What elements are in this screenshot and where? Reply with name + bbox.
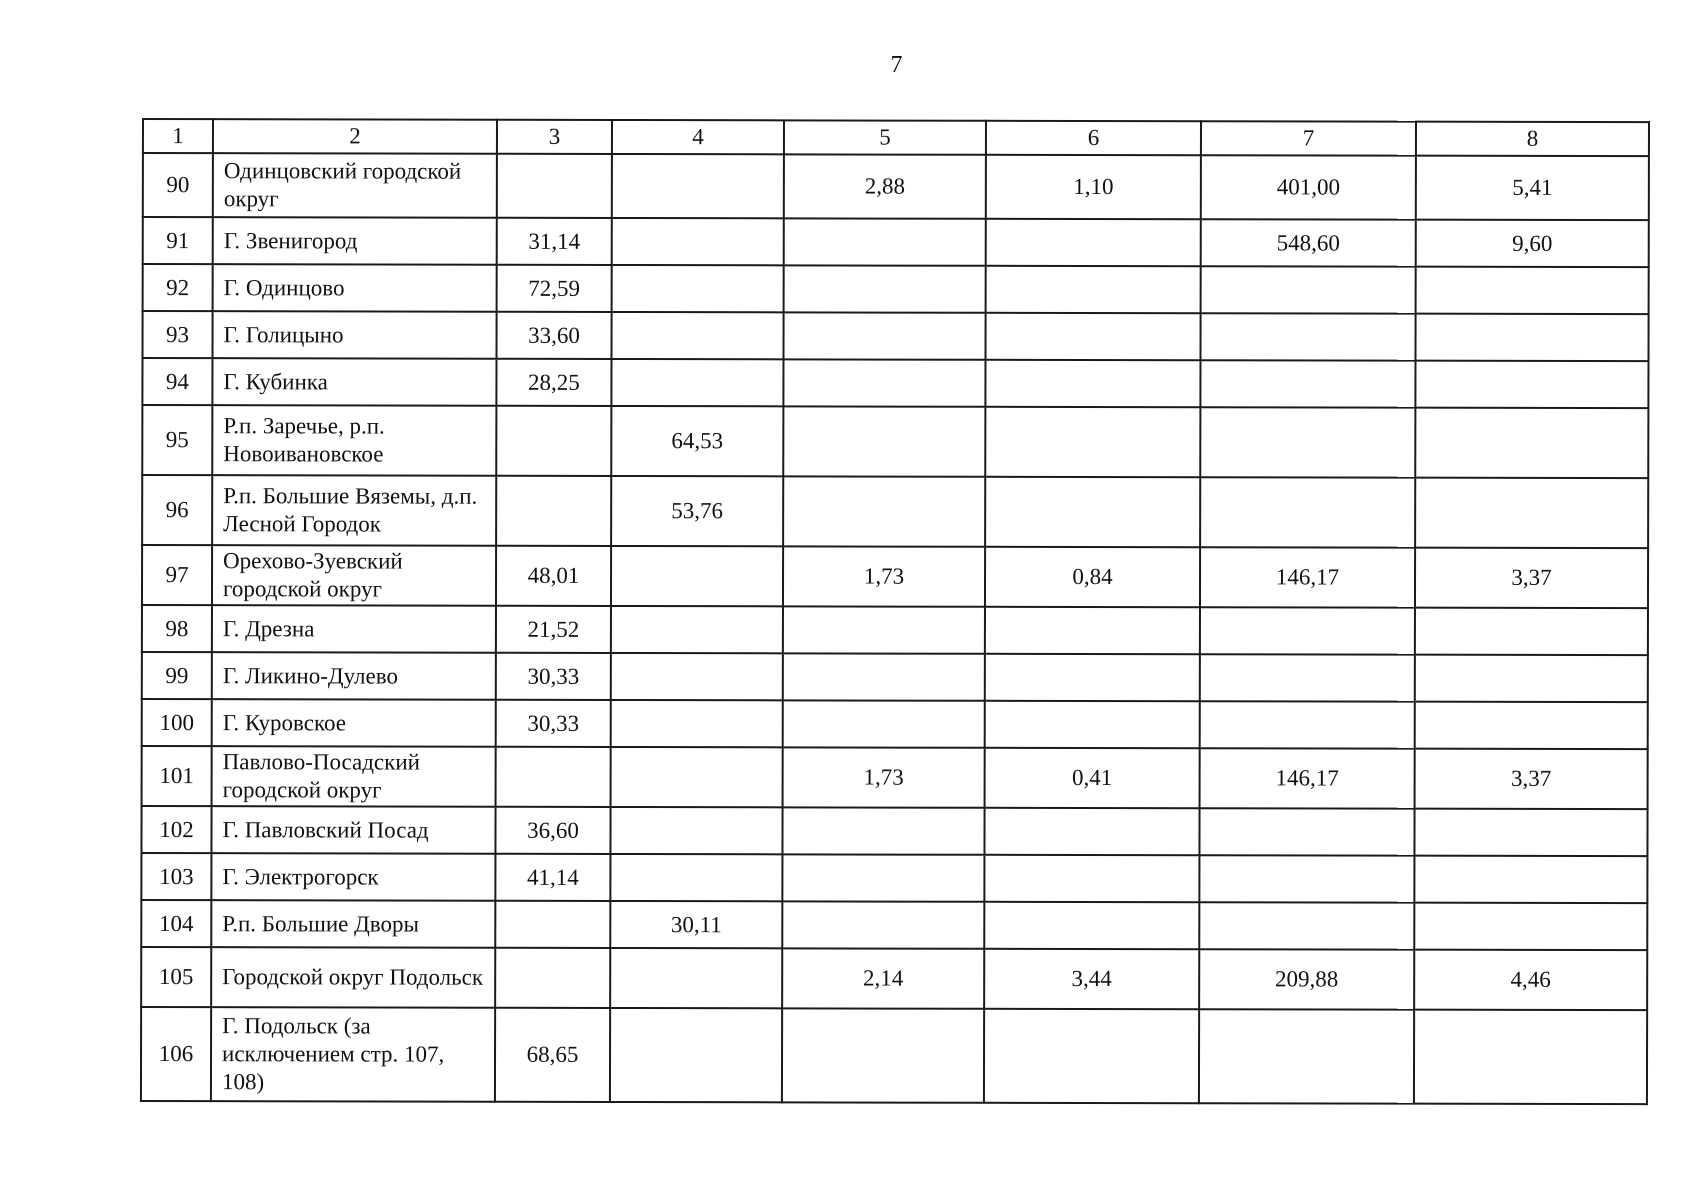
header-cell: 3 (497, 120, 612, 154)
cell-col5 (783, 653, 985, 700)
cell-col7: 548,60 (1201, 219, 1416, 266)
row-name: Г. Павловский Посад (211, 806, 495, 854)
cell-col5 (783, 406, 985, 476)
cell-col7 (1199, 1009, 1414, 1103)
cell-col4 (611, 606, 783, 653)
row-number: 99 (142, 652, 212, 699)
cell-col6 (986, 266, 1201, 313)
cell-col7 (1199, 808, 1414, 855)
cell-col3 (496, 406, 611, 476)
cell-col6 (985, 654, 1200, 701)
cell-col8 (1414, 856, 1647, 903)
cell-col4 (611, 312, 783, 359)
row-number: 97 (142, 545, 212, 605)
cell-col5: 2,14 (782, 948, 984, 1008)
cell-col4: 30,11 (610, 901, 782, 948)
row-name: Г. Ликино-Дулево (212, 652, 496, 700)
cell-col6 (984, 808, 1199, 855)
cell-col3: 48,01 (496, 546, 611, 606)
row-name: Г. Куровское (212, 699, 496, 747)
cell-col7: 401,00 (1201, 155, 1416, 219)
cell-col5: 1,73 (783, 747, 985, 807)
table-row (142, 545, 1648, 608)
cell-col7 (1199, 855, 1414, 902)
cell-col8: 3,37 (1415, 749, 1648, 809)
cell-col4 (610, 854, 782, 901)
row-name: Р.п. Заречье, р.п. Новоивановское (212, 405, 496, 476)
cell-col7 (1200, 654, 1415, 701)
header-cell: 5 (784, 120, 986, 154)
cell-col7 (1201, 266, 1416, 313)
cell-col8: 3,37 (1415, 548, 1648, 608)
row-number: 90 (143, 153, 213, 217)
cell-col6: 0,41 (985, 748, 1200, 808)
row-name: Г. Дрезна (212, 605, 496, 653)
cell-col3: 33,60 (496, 312, 611, 359)
header-cell: 1 (143, 119, 213, 153)
cell-col3: 31,14 (497, 218, 612, 265)
cell-col6 (985, 477, 1200, 547)
cell-col7: 146,17 (1200, 547, 1415, 607)
cell-col4 (611, 359, 783, 406)
cell-col4 (611, 653, 783, 700)
row-name: Городской округ Подольск (211, 947, 495, 1008)
cell-col6: 3,44 (984, 949, 1199, 1009)
cell-col5 (783, 700, 985, 747)
cell-col8 (1416, 267, 1649, 314)
cell-col8 (1415, 361, 1648, 408)
row-name: Одинцовский городской округ (213, 153, 497, 218)
cell-col7 (1200, 477, 1415, 547)
row-name: Г. Одинцово (213, 264, 497, 312)
cell-col6 (985, 360, 1200, 407)
cell-col4: 64,53 (611, 406, 783, 476)
cell-col3: 21,52 (496, 606, 611, 653)
cell-col6 (985, 607, 1200, 654)
cell-col4 (610, 1008, 782, 1102)
cell-col7: 146,17 (1200, 748, 1415, 808)
row-name: Г. Электрогорск (211, 853, 495, 901)
table-header-row (143, 119, 1649, 156)
cell-col8 (1415, 702, 1648, 749)
row-number: 95 (142, 405, 212, 475)
header-cell: 6 (986, 121, 1201, 155)
cell-col6 (986, 219, 1201, 266)
cell-col4: 53,76 (611, 476, 783, 546)
cell-col5 (782, 901, 984, 948)
cell-col4 (612, 154, 784, 218)
row-number: 106 (141, 1007, 211, 1101)
cell-col3: 41,14 (495, 854, 610, 901)
cell-col7 (1200, 407, 1415, 477)
table-row (141, 806, 1647, 856)
row-number: 94 (142, 358, 212, 405)
cell-col3 (495, 948, 610, 1008)
cell-col4 (612, 265, 784, 312)
cell-col6: 1,10 (986, 155, 1201, 219)
row-number: 98 (142, 605, 212, 652)
cell-col4 (611, 747, 783, 807)
table-row (142, 746, 1648, 809)
cell-col6 (985, 407, 1200, 477)
table-row (142, 475, 1648, 548)
cell-col8 (1415, 608, 1648, 655)
cell-col3: 68,65 (495, 1008, 610, 1102)
cell-col5 (784, 218, 986, 265)
cell-col3: 36,60 (495, 807, 610, 854)
table-row (143, 153, 1649, 220)
cell-col6 (984, 902, 1199, 949)
cell-col8 (1414, 1010, 1647, 1104)
table-row (142, 311, 1648, 361)
cell-col5 (783, 359, 985, 406)
cell-col3: 28,25 (496, 359, 611, 406)
cell-col3 (496, 747, 611, 807)
cell-col4 (612, 218, 784, 265)
table-row (142, 652, 1648, 702)
header-cell: 2 (213, 119, 497, 154)
cell-col8 (1415, 655, 1648, 702)
table-row (142, 699, 1648, 749)
cell-col5: 2,88 (784, 154, 986, 218)
cell-col5 (783, 476, 985, 546)
cell-col4 (611, 700, 783, 747)
header-cell: 7 (1201, 121, 1416, 155)
cell-col5 (782, 854, 984, 901)
cell-col7 (1200, 607, 1415, 654)
cell-col6 (984, 1009, 1199, 1103)
row-number: 93 (142, 311, 212, 358)
data-table (140, 118, 1650, 1105)
cell-col4 (610, 948, 782, 1008)
table-row (141, 853, 1647, 903)
row-number: 105 (141, 947, 211, 1007)
cell-col5 (782, 807, 984, 854)
row-name: Г. Звенигород (213, 217, 497, 265)
row-name: Г. Кубинка (212, 358, 496, 406)
cell-col3 (496, 476, 611, 546)
cell-col6 (985, 701, 1200, 748)
row-number: 100 (142, 699, 212, 746)
table-row (141, 900, 1647, 950)
cell-col3: 72,59 (497, 265, 612, 312)
table-row (141, 1007, 1647, 1104)
table-row (142, 605, 1648, 655)
row-name: Г. Подольск (за исключением стр. 107, 108) (211, 1007, 495, 1102)
cell-col8: 9,60 (1416, 220, 1649, 267)
table-row (142, 358, 1648, 408)
cell-col5: 1,73 (783, 546, 985, 606)
row-name: Р.п. Большие Вяземы, д.п. Лесной Городок (212, 475, 496, 546)
row-name: Р.п. Большие Дворы (211, 900, 495, 948)
table-row (143, 264, 1649, 314)
row-number: 104 (141, 900, 211, 947)
cell-col7 (1199, 902, 1414, 949)
cell-col8 (1415, 478, 1648, 548)
table-row (141, 947, 1647, 1010)
cell-col4 (610, 807, 782, 854)
cell-col8 (1414, 903, 1647, 950)
cell-col8 (1415, 314, 1648, 361)
cell-col6 (985, 313, 1200, 360)
cell-col5 (783, 606, 985, 653)
cell-col3 (495, 901, 610, 948)
cell-col8 (1415, 408, 1648, 478)
table-row (142, 405, 1648, 478)
row-name: Павлово-Посадский городской округ (212, 746, 496, 807)
row-number: 96 (142, 475, 212, 545)
cell-col6 (984, 855, 1199, 902)
row-number: 102 (141, 806, 211, 853)
row-number: 103 (141, 853, 211, 900)
header-cell: 4 (612, 120, 784, 154)
cell-col8: 4,46 (1414, 950, 1647, 1010)
page-number: 7 (890, 52, 903, 78)
cell-col5 (782, 1008, 984, 1102)
cell-col3 (497, 154, 612, 218)
row-number: 92 (143, 264, 213, 311)
cell-col5 (783, 312, 985, 359)
cell-col5 (784, 265, 986, 312)
cell-col6: 0,84 (985, 547, 1200, 607)
cell-col8 (1414, 809, 1647, 856)
row-number: 101 (142, 746, 212, 806)
cell-col8: 5,41 (1416, 156, 1649, 220)
cell-col7 (1200, 360, 1415, 407)
header-cell: 8 (1416, 122, 1649, 156)
cell-col7: 209,88 (1199, 949, 1414, 1009)
cell-col7 (1200, 701, 1415, 748)
table-row (143, 217, 1649, 267)
cell-col3: 30,33 (496, 700, 611, 747)
row-name: Орехово-Зуевский городской округ (212, 545, 496, 606)
row-number: 91 (143, 217, 213, 264)
cell-col4 (611, 546, 783, 606)
cell-col3: 30,33 (496, 653, 611, 700)
row-name: Г. Голицыно (212, 311, 496, 359)
cell-col7 (1200, 313, 1415, 360)
